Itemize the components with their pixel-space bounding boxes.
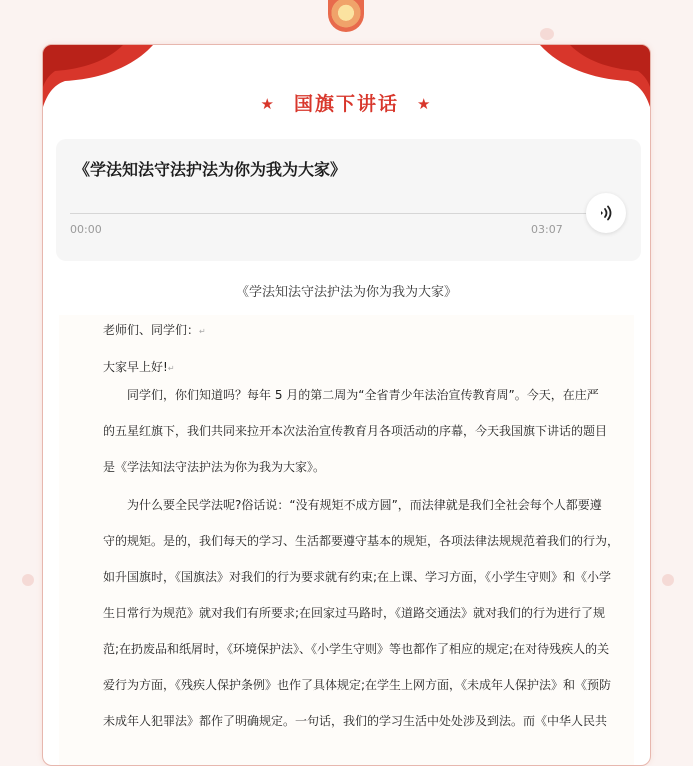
banner-title	[43, 89, 650, 116]
emblem-icon	[328, 0, 364, 32]
star-icon: ★	[417, 95, 433, 113]
paragraph-line: 为什么要全民学法呢?俗话说：“没有规矩不成方圆”，而法律就是我们全社会每个人都要遵	[103, 498, 602, 512]
paragraph-1	[103, 377, 608, 485]
audio-current-time: 00:00	[70, 223, 102, 236]
audio-title: 《学法知法守法护法为你为我为大家》	[74, 160, 347, 179]
article-body	[59, 315, 634, 766]
morning-text: 大家早上好!↵	[103, 360, 175, 374]
paragraph-line: 生日常行为规范》就对我们有所要求;在回家过马路时，《道路交通法》就对我们的行为进行了规	[103, 606, 606, 620]
paragraph-line: 的五星红旗下，我们共同来拉开本次法治宣传教育月各项活动的序幕，今天我国旗下讲话的题目	[103, 424, 608, 438]
speech-card	[42, 44, 651, 766]
audio-duration: 03:07	[531, 223, 563, 236]
paragraph-line: 如升国旗时，《国旗法》对我们的行为要求就有约束;在上课、学习方面，《小学生守则》和《小学	[103, 570, 612, 584]
greeting-text: 老师们、同学们：↵	[103, 323, 206, 337]
audio-play-button[interactable]	[586, 193, 626, 233]
decor-dot	[22, 574, 34, 586]
banner-title-text: 国旗下讲话	[293, 93, 399, 115]
paragraph-line: 爱行为方面，《残疾人保护条例》也作了具体规定;在学生上网方面，《未成年人保护法》和《预防	[103, 678, 612, 692]
star-icon: ★	[260, 95, 276, 113]
paragraph-line: 未成年人犯罪法》都作了明确规定。一句话，我们的学习生活中处处涉及到法。而《中华人民共	[103, 714, 608, 728]
speaker-icon	[596, 203, 616, 223]
audio-player	[56, 139, 641, 261]
decor-dot	[540, 28, 554, 40]
paragraph-line: 是《学法知法守法护法为你为我为大家》。	[103, 460, 326, 474]
paragraph-line: 守的规矩。是的，我们每天的学习、生活都要遵守基本的规矩，各项法律法规规范着我们的行为，	[103, 534, 620, 548]
paragraph-2	[103, 487, 620, 739]
paragraph-line: 同学们，你们知道吗？每年 5 月的第二周为“全省青少年法治宣传教育周”。今天，在庄严	[103, 388, 599, 402]
paragraph-line: 范;在扔废品和纸屑时，《环境保护法》、《小学生守则》等也都作了相应的规定;在对待残疾人的关	[103, 642, 610, 656]
article-title: 《学法知法守法护法为你为我为大家》	[235, 285, 457, 300]
decor-dot	[662, 574, 674, 586]
audio-progress-bar[interactable]	[70, 213, 589, 214]
